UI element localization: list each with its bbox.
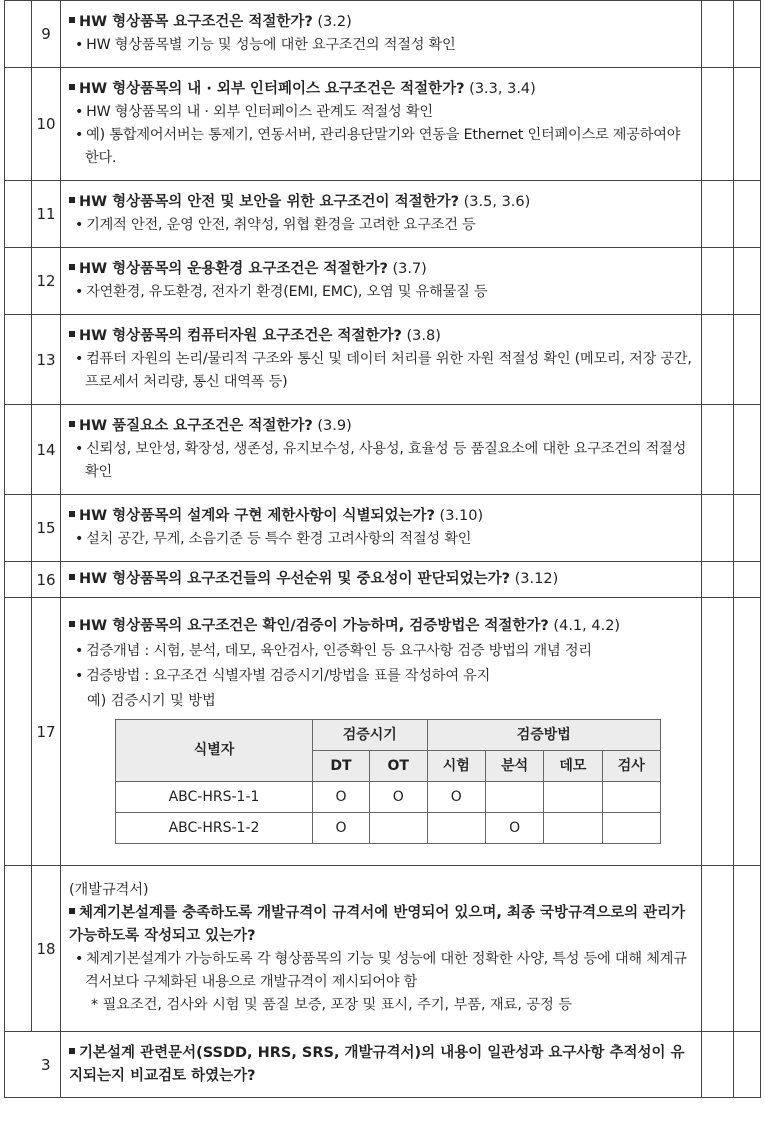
question-text: HW 형상품목의 컴퓨터자원 요구조건은 적절한가?	[79, 328, 402, 344]
item-content	[61, 181, 702, 248]
question-text: HW 형상품목의 내 · 외부 인터페이스 요구조건은 적절한가?	[79, 81, 465, 97]
square-bullet-icon	[69, 908, 75, 914]
square-bullet-icon	[69, 1048, 75, 1054]
timing-col-header: DT	[313, 751, 370, 782]
square-bullet-icon	[69, 197, 75, 203]
checklist-row	[5, 562, 761, 598]
item-number: 16	[32, 562, 61, 598]
item-content	[61, 562, 702, 598]
remark-cell	[734, 248, 761, 315]
verification-mark-cell: O	[313, 782, 370, 813]
verification-mark-cell	[602, 782, 660, 813]
question-text: HW 형상품목의 안전 및 보안을 위한 요구조건이 적절한가?	[79, 194, 460, 210]
example-label: 예) 검증시기 및 방법	[87, 693, 216, 709]
check-cell	[702, 1032, 734, 1098]
verification-header-row	[116, 720, 661, 751]
check-cell	[702, 598, 734, 866]
checklist-row	[5, 598, 761, 866]
verification-mark-cell: O	[427, 782, 485, 813]
outer-number-cell	[5, 405, 32, 495]
item-content	[61, 598, 702, 866]
verification-mark-cell	[602, 813, 660, 844]
remark-cell	[734, 495, 761, 562]
check-cell	[702, 1, 734, 68]
square-bullet-icon	[69, 331, 75, 337]
question	[69, 11, 693, 34]
item-number: 18	[32, 866, 61, 1032]
item-number: 10	[32, 68, 61, 181]
note-item: * 필요조건, 검사와 시험 및 품질 보증, 포장 및 표시, 주기, 부품, 재료, 공정 등	[91, 996, 573, 1013]
item-number: 17	[32, 598, 61, 866]
identifier-cell: ABC-HRS-1-2	[116, 813, 313, 844]
checklist-row	[5, 68, 761, 181]
check-cell	[702, 866, 734, 1032]
verification-row	[116, 782, 661, 813]
item-content	[61, 68, 702, 181]
checklist-row	[5, 866, 761, 1032]
checklist-row	[5, 1, 761, 68]
verification-mark-cell	[369, 813, 427, 844]
question-ref: (3.8)	[401, 328, 441, 344]
outer-number-cell	[5, 181, 32, 248]
checklist-row	[5, 315, 761, 405]
question-text: 체계기본설계를 충족하도록 개발규격이 규격서에 반영되어 있으며, 최종 국방규격으로의 관리가 가능하도록 작성되고 있는가?	[69, 904, 686, 944]
question-ref: (3.2)	[312, 14, 352, 30]
question-ref: (3.12)	[510, 571, 559, 587]
verification-row	[116, 813, 661, 844]
bullet-item: • 검증방법 : 요구조건 식별자별 검증시기/방법을 표를 작성하여 유지	[69, 665, 693, 688]
question	[69, 615, 693, 638]
square-bullet-icon	[69, 264, 75, 270]
checklist-row	[5, 495, 761, 562]
question	[69, 902, 693, 948]
question	[69, 1042, 693, 1088]
verification-mark-cell	[544, 782, 602, 813]
bullet-item: • HW 형상품목의 내 · 외부 인터페이스 관계도 적절성 확인	[69, 101, 693, 124]
item-number: 15	[32, 495, 61, 562]
question-ref: (3.9)	[312, 418, 352, 434]
square-bullet-icon	[69, 421, 75, 427]
bullet-item: • 예) 통합제어서버는 통제기, 연동서버, 관리용단말기와 연동을 Ethernet 인터페이스로 제공하여야 한다.	[69, 124, 693, 170]
check-cell	[702, 248, 734, 315]
bullet-item: • HW 형상품목별 기능 및 성능에 대한 요구조건의 적절성 확인	[69, 34, 693, 57]
remark-cell	[734, 1032, 761, 1098]
question-ref: (3.5, 3.6)	[459, 194, 531, 210]
checklist-row	[5, 248, 761, 315]
check-cell	[702, 315, 734, 405]
question-ref: (3.10)	[434, 508, 484, 524]
verification-mark-cell	[485, 782, 543, 813]
verification-mark-cell: O	[369, 782, 427, 813]
remark-cell	[734, 866, 761, 1032]
checklist-row	[5, 181, 761, 248]
outer-number-cell	[5, 68, 32, 181]
method-col-header: 데모	[544, 751, 602, 782]
outer-number-cell	[5, 866, 32, 1032]
item-content	[61, 1032, 702, 1098]
check-cell	[702, 181, 734, 248]
remark-cell	[734, 1, 761, 68]
bullet-item: • 신뢰성, 보안성, 확장성, 생존성, 유지보수성, 사용성, 효율성 등 품질요소에 대한 요구조건의 적절성 확인	[69, 438, 693, 484]
timing-header: 검증시기	[313, 720, 428, 751]
question-text: HW 형상품목 요구조건은 적절한가?	[79, 14, 313, 30]
question	[69, 258, 693, 281]
question	[69, 191, 693, 214]
remark-cell	[734, 562, 761, 598]
outer-number-cell	[5, 598, 32, 866]
item-number: 13	[32, 315, 61, 405]
square-bullet-icon	[69, 17, 75, 23]
question-text: 기본설계 관련문서(SSDD, HRS, SRS, 개발규격서)의 내용이 일관성과 요구사항 추적성이 유지되는지 비교검토 하였는가?	[69, 1044, 685, 1084]
question	[69, 325, 693, 348]
check-cell	[702, 562, 734, 598]
bullet-item: • 컴퓨터 자원의 논리/물리적 구조와 통신 및 데이터 처리를 위한 자원 적절성 확인 (메모리, 저장 공간, 프로세서 처리량, 통신 대역폭 등)	[69, 348, 693, 394]
bullet-item: • 검증개념 : 시험, 분석, 데모, 육안검사, 인증확인 등 요구사항 검증 방법의 개념 정리	[69, 640, 693, 663]
item-number: 14	[32, 405, 61, 495]
remark-cell	[734, 181, 761, 248]
remark-cell	[734, 315, 761, 405]
square-bullet-icon	[69, 621, 75, 627]
question-text: HW 품질요소 요구조건은 적절한가?	[79, 418, 313, 434]
checklist-row	[5, 405, 761, 495]
method-header: 검증방법	[427, 720, 660, 751]
verification-mark-cell: O	[485, 813, 543, 844]
item-number: 12	[32, 248, 61, 315]
identifier-header: 식별자	[116, 720, 313, 782]
question-ref: (3.7)	[387, 261, 427, 277]
bullet-item: • 설치 공간, 무게, 소음기준 등 특수 환경 고려사항의 적절성 확인	[69, 528, 693, 551]
identifier-cell: ABC-HRS-1-1	[116, 782, 313, 813]
check-cell	[702, 405, 734, 495]
remark-cell	[734, 68, 761, 181]
outer-number-cell	[5, 562, 32, 598]
bullet-item: • 자연환경, 유도환경, 전자기 환경(EMI, EMC), 오염 및 유해물질 등	[69, 281, 693, 304]
bullet-item: • 체계기본설계가 가능하도록 각 형상품목의 기능 및 성능에 대한 정확한 사양, 특성 등에 대해 체계규격서보다 구체화된 내용으로 개발규격이 제시되어야 함	[69, 948, 693, 994]
remark-cell	[734, 598, 761, 866]
question-ref: (4.1, 4.2)	[548, 618, 621, 634]
item-content	[61, 1, 702, 68]
verification-table	[115, 719, 661, 844]
square-bullet-icon	[69, 574, 75, 580]
item-content	[61, 405, 702, 495]
verification-mark-cell	[544, 813, 602, 844]
method-col-header: 검사	[602, 751, 660, 782]
outer-number-cell	[5, 495, 32, 562]
timing-col-header: OT	[369, 751, 427, 782]
question-text: HW 형상품목의 요구조건은 확인/검증이 가능하며, 검증방법은 적절한가?	[79, 618, 549, 634]
bullet-item: • 기계적 안전, 운영 안전, 취약성, 위협 환경을 고려한 요구조건 등	[69, 214, 693, 237]
question	[69, 505, 693, 528]
item-content	[61, 315, 702, 405]
outer-number-cell	[5, 315, 32, 405]
item-content	[61, 866, 702, 1032]
remark-cell	[734, 405, 761, 495]
question	[69, 568, 693, 591]
check-cell	[702, 68, 734, 181]
square-bullet-icon	[69, 84, 75, 90]
question-text: HW 형상품목의 운용환경 요구조건은 적절한가?	[79, 261, 388, 277]
method-col-header: 분석	[485, 751, 543, 782]
square-bullet-icon	[69, 511, 75, 517]
item-number: 11	[32, 181, 61, 248]
outer-number-cell	[5, 1, 32, 68]
outer-number-cell	[5, 248, 32, 315]
item-content	[61, 495, 702, 562]
question	[69, 78, 693, 101]
checklist-row	[5, 1032, 761, 1098]
method-col-header: 시험	[427, 751, 485, 782]
section-label: (개발규격서)	[69, 881, 149, 898]
checklist-table	[4, 0, 761, 1098]
question-text: HW 형상품목의 요구조건들의 우선순위 및 중요성이 판단되었는가?	[79, 571, 511, 587]
question	[69, 415, 693, 438]
verification-mark-cell: O	[313, 813, 370, 844]
item-content	[61, 248, 702, 315]
check-cell	[702, 495, 734, 562]
question-ref: (3.3, 3.4)	[464, 81, 536, 97]
outer-number-cell: 3	[5, 1032, 61, 1098]
verification-mark-cell	[427, 813, 485, 844]
item-number: 9	[32, 1, 61, 68]
question-text: HW 형상품목의 설계와 구현 제한사항이 식별되었는가?	[79, 508, 435, 524]
